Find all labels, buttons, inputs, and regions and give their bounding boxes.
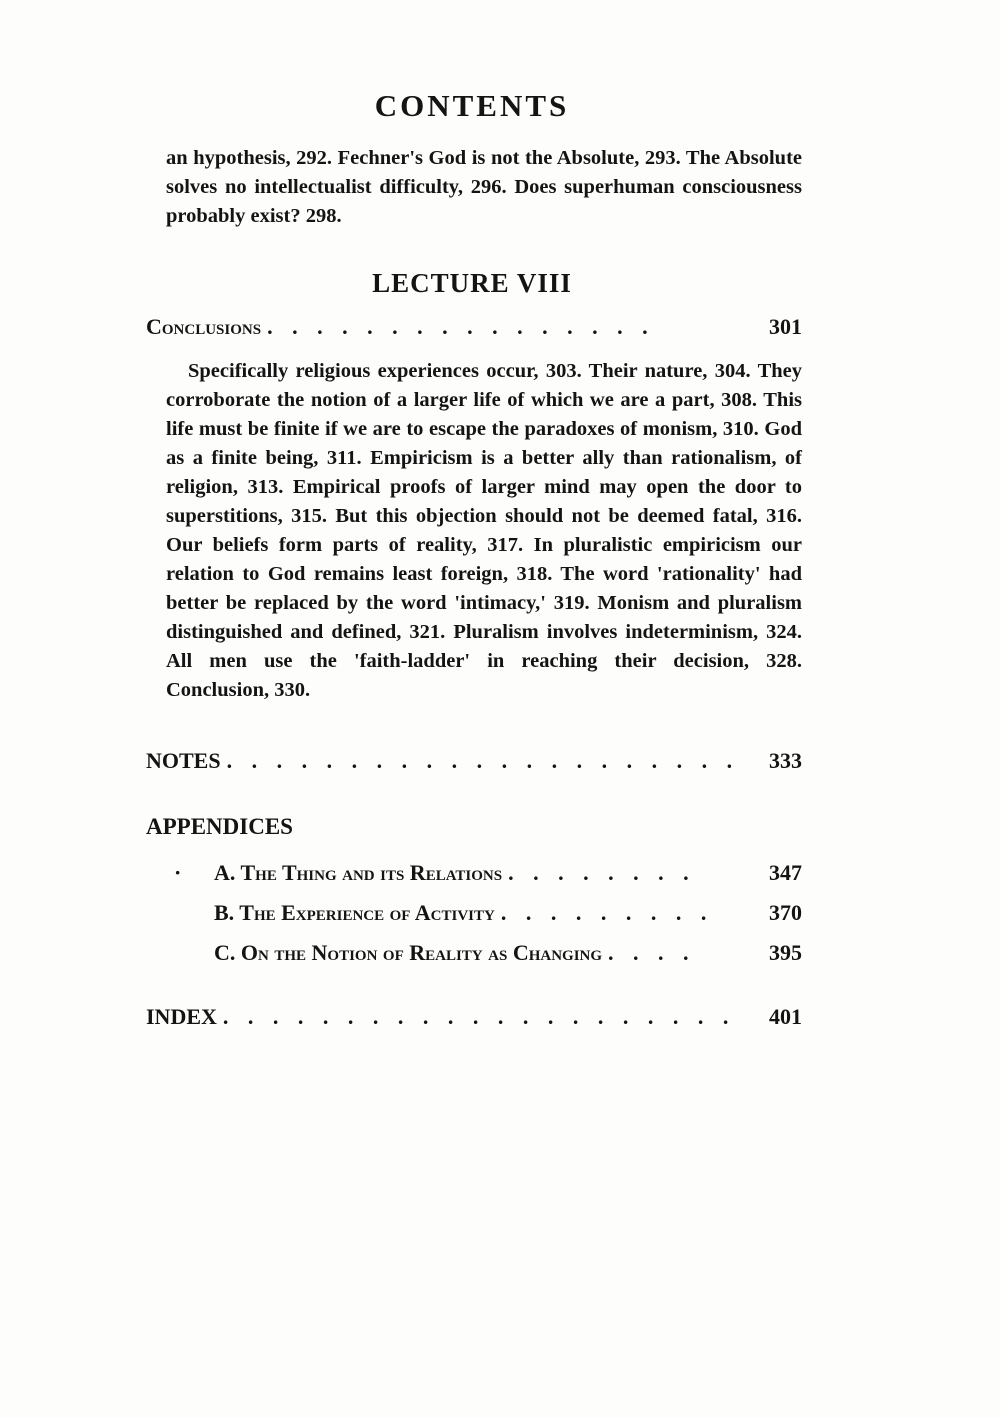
toc-entry-title: Conclusions (146, 314, 262, 339)
stray-mark: · (174, 860, 182, 885)
toc-leader-dots: . . . . . . . . . . . . . . . . . . . . . (226, 748, 740, 773)
toc-leader-dots: . . . . (608, 940, 696, 965)
toc-entry-index[interactable] (146, 1004, 802, 1030)
toc-leader-dots: . . . . . . . . . . . . . . . . (267, 314, 655, 339)
toc-page-number: 370 (769, 900, 802, 925)
toc-entry-appendix-b[interactable] (214, 900, 802, 926)
toc-entry-title: NOTES (146, 748, 221, 773)
toc-entry-title: B. The Experience of Activity (214, 900, 495, 925)
toc-entry-notes[interactable] (146, 748, 802, 774)
appendices-heading: APPENDICES (146, 814, 293, 839)
page-title: CONTENTS (374, 88, 570, 123)
toc-entry-title: A. The Thing and its Relations (214, 860, 503, 885)
toc-leader-dots: . . . . . . . . (508, 860, 696, 885)
toc-page-number: 301 (769, 314, 802, 339)
toc-page-number: 333 (769, 748, 802, 773)
toc-leader-dots: . . . . . . . . . . . . . . . . . . . . . (222, 1004, 736, 1029)
continued-summary-paragraph: an hypothesis, 292. Fechner's God is not the Absolute, 293. The Absolute solves no intellectualist difficulty, 296. Does superhuman consciousness probably exist? 298. (166, 147, 802, 227)
toc-page-number: 395 (769, 940, 802, 965)
lecture-summary-paragraph: Specifically religious experiences occur, 303. Their nature, 304. They corroborate the notion of a larger life of which we are a part, 308. This life must be finite if we are to escape the paradoxes of monism, 310. God as a finite being, 311. Empiricism is a better ally than rationalism, of religion, 313. Empirical proofs of larger mind may open the door to superstitions, 315. But this objection should not be deemed fatal, 316. Our beliefs form parts of reality, 317. In pluralistic empiricism our relation to God remains least foreign, 318. The word 'rationality' had better be replaced by the word 'intimacy,' 319. Monism and pluralism distinguished and defined, 321. Pluralism involves indeterminism, 324. All men use the 'faith-ladder' in reaching their decision, 328. Conclusion, 330. (166, 360, 802, 701)
toc-leader-dots: . . . . . . . . . (500, 900, 714, 925)
toc-page-number: 347 (769, 860, 802, 885)
toc-page-number: 401 (769, 1004, 802, 1029)
toc-entry-title: C. On the Notion of Reality as Changing (214, 940, 603, 965)
toc-entry-title: INDEX (146, 1004, 217, 1029)
lecture-heading: LECTURE VIII (372, 268, 572, 298)
toc-entry-conclusions[interactable] (146, 314, 802, 340)
toc-entry-appendix-a[interactable] (214, 860, 802, 886)
toc-entry-appendix-c[interactable] (214, 940, 802, 966)
